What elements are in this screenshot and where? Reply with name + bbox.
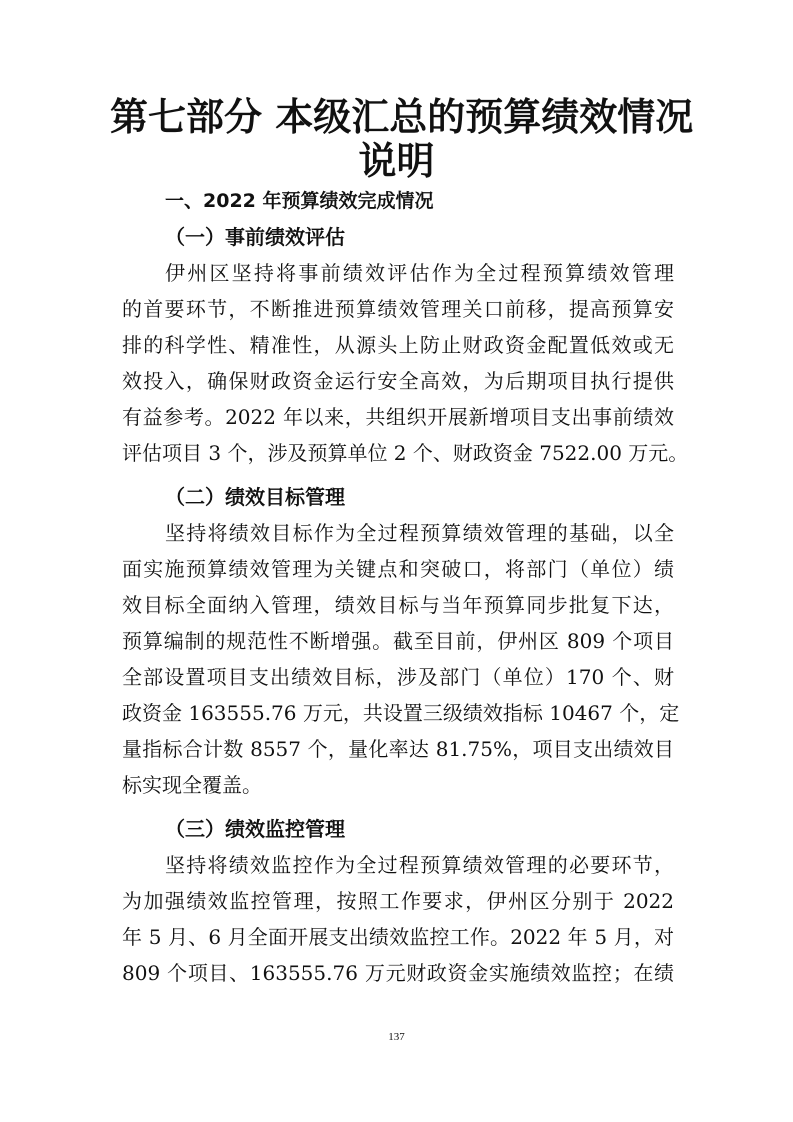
- paragraph-line: 预算编制的规范性不断增强。截至目前，伊州区 809 个项目: [122, 629, 674, 653]
- paragraph-line: 坚持将绩效目标作为全过程预算绩效管理的基础，以全: [165, 521, 674, 545]
- paragraph-line: 标实现全覆盖。: [122, 773, 262, 797]
- page-number: 137: [388, 1031, 405, 1043]
- paragraph-line: 坚持将绩效监控作为全过程预算绩效管理的必要环节，: [165, 853, 674, 877]
- paragraph-line: 政资金 163555.76 万元，共设置三级绩效指标 10467 个，定: [122, 701, 680, 725]
- subsection-heading-1: （一）事前绩效评估: [165, 225, 345, 249]
- paragraph-line: 有益参考。2022 年以来，共组织开展新增项目支出事前绩效: [122, 405, 674, 429]
- subsection-heading-3: （三）绩效监控管理: [165, 817, 345, 841]
- paragraph-line: 面实施预算绩效管理为关键点和突破口，将部门（单位）绩: [122, 557, 674, 581]
- paragraph-line: 年 5 月、6 月全面开展支出绩效监控工作。2022 年 5 月，对: [122, 925, 674, 949]
- paragraph-line: 伊州区坚持将事前绩效评估作为全过程预算绩效管理: [165, 261, 674, 285]
- paragraph-line: 效目标全面纳入管理，绩效目标与当年预算同步批复下达，: [122, 593, 674, 617]
- page-title-line-2: 说明: [358, 139, 435, 183]
- paragraph-line: 量指标合计数 8557 个，量化率达 81.75%，项目支出绩效目: [122, 737, 674, 761]
- paragraph-line: 的首要环节，不断推进预算绩效管理关口前移，提高预算安: [122, 297, 674, 321]
- paragraph-line: 为加强绩效监控管理，按照工作要求，伊州区分别于 2022: [122, 889, 674, 913]
- paragraph-line: 全部设置项目支出绩效目标，涉及部门（单位）170 个、财: [122, 665, 674, 689]
- paragraph-line: 评估项目 3 个，涉及预算单位 2 个、财政资金 7522.00 万元。: [122, 441, 689, 465]
- page-title-line-1: 第七部分 本级汇总的预算绩效情况: [110, 95, 694, 139]
- paragraph-line: 效投入，确保财政资金运行安全高效，为后期项目执行提供: [122, 369, 674, 393]
- paragraph-line: 809 个项目、163555.76 万元财政资金实施绩效监控；在绩: [122, 961, 674, 985]
- paragraph-line: 排的科学性、精准性，从源头上防止财政资金配置低效或无: [122, 333, 674, 357]
- section-heading: 一、2022 年预算绩效完成情况: [165, 190, 434, 212]
- subsection-heading-2: （二）绩效目标管理: [165, 485, 345, 509]
